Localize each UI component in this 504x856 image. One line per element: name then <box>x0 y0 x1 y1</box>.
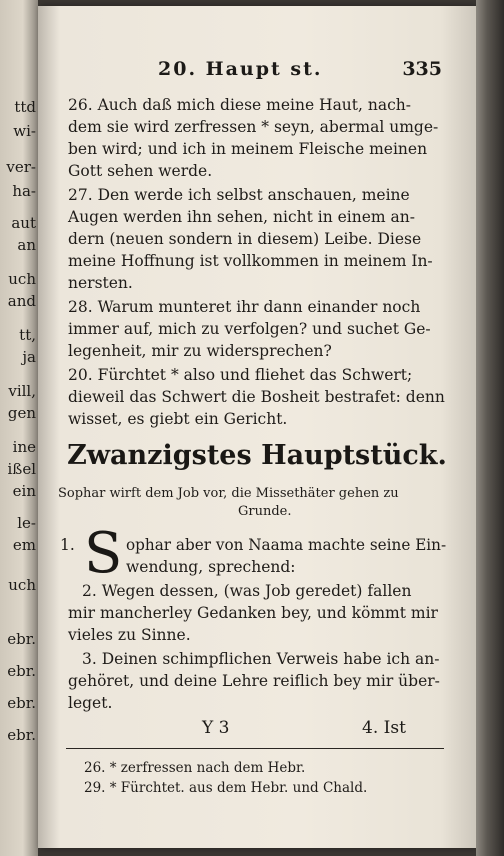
drop-initial: S <box>84 521 123 586</box>
left-page-fragment: and <box>7 292 36 310</box>
chapter-summary-line: Grunde. <box>238 504 292 519</box>
catchword: 4. Ist <box>362 718 406 738</box>
text-line: dern (neuen sondern in diesem) Leibe. Diese <box>68 230 422 248</box>
left-page-fragment: vill, <box>8 382 36 400</box>
book-page <box>38 6 476 848</box>
left-page-fragment: uch <box>8 270 36 288</box>
left-page-fragment: ja <box>22 348 36 366</box>
left-page-fragment: wi- <box>13 122 36 140</box>
chapter-heading: Zwanzigstes Hauptstück. <box>67 440 447 471</box>
text-line: wisset, es giebt ein Gericht. <box>68 410 288 428</box>
text-line: 28. Warum munteret ihr dann einander noch <box>68 298 421 316</box>
left-page-fragment: ebr. <box>7 630 36 648</box>
text-line: legenheit, mir zu widersprechen? <box>68 342 332 360</box>
left-page-fragment: ebr. <box>7 726 36 744</box>
page-number: 335 <box>402 58 442 80</box>
text-line: 27. Den werde ich selbst anschauen, meine <box>68 186 410 204</box>
left-page-fragment: uch <box>8 576 36 594</box>
text-line: gehöret, und deine Lehre reiflich bey mir über- <box>68 672 440 690</box>
footnote: 26. * zerfressen nach dem Hebr. <box>84 760 306 776</box>
left-page-fragment: an <box>17 236 36 254</box>
text-line: ben wird; und ich in meinem Fleische meinen <box>68 140 428 158</box>
text-line: 26. Auch daß mich diese meine Haut, nach- <box>68 96 411 114</box>
text-line: Gott sehen werde. <box>68 162 213 180</box>
text-line: mir mancherley Gedanken bey, und kömmt mir <box>68 604 438 622</box>
chapter-summary-line: Sophar wirft dem Job vor, die Missethäter gehen zu <box>58 486 399 501</box>
text-line: leget. <box>68 694 113 712</box>
left-page-fragment: ebr. <box>7 662 36 680</box>
signature-mark: Y 3 <box>202 718 230 738</box>
text-line: dieweil das Schwert die Bosheit bestrafet: denn <box>68 388 445 406</box>
left-page-fragment: ißel <box>7 460 36 478</box>
text-line: immer auf, mich zu verfolgen? und suchet Ge- <box>68 320 431 338</box>
left-page-fragment: ha- <box>12 182 36 200</box>
text-line: ophar aber von Naama machte seine Ein- <box>126 536 447 554</box>
verse-number: 1. <box>60 536 75 554</box>
running-head <box>38 58 476 82</box>
left-page-fragment: gen <box>7 404 36 422</box>
text-line: 20. Fürchtet * also und fliehet das Schwert; <box>68 366 413 384</box>
left-page-fragment: ttd <box>14 98 36 116</box>
text-line: 2. Wegen dessen, (was Job geredet) fallen <box>82 582 412 600</box>
left-page-fragment: aut <box>11 214 36 232</box>
text-line: Augen werden ihn sehen, nicht in einem an- <box>68 208 416 226</box>
left-page-fragment: ver- <box>6 158 36 176</box>
left-page-fragment: ein <box>12 482 36 500</box>
left-page-fragment: ebr. <box>7 694 36 712</box>
text-line: meine Hoffnung ist vollkommen in meinem In- <box>68 252 433 270</box>
left-page-fragment: em <box>12 536 36 554</box>
left-page-fragment: tt, <box>19 326 36 344</box>
text-line: wendung, sprechend: <box>126 558 296 576</box>
left-page-fragment: ine <box>12 438 36 456</box>
footnote: 29. * Fürchtet. aus dem Hebr. und Chald. <box>84 780 368 796</box>
text-line: vieles zu Sinne. <box>68 626 191 644</box>
running-head-title: 20. Haupt st. <box>158 58 323 80</box>
text-line: nersten. <box>68 274 133 292</box>
text-line: 3. Deinen schimpflichen Verweis habe ich an- <box>82 650 440 668</box>
previous-page-edge <box>0 0 38 856</box>
book-edge <box>476 0 504 856</box>
left-page-fragment: le- <box>17 514 36 532</box>
footnote-rule <box>66 748 444 749</box>
text-line: dem sie wird zerfressen * seyn, abermal umge- <box>68 118 439 136</box>
